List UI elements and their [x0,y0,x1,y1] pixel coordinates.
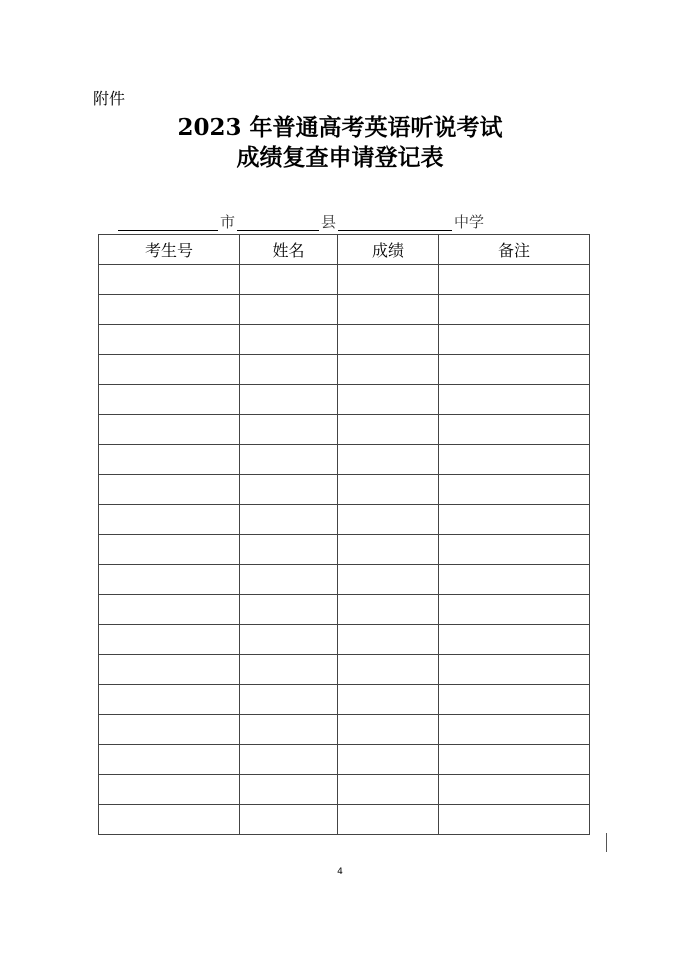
table-row [99,565,590,595]
exam-number-cell[interactable] [99,805,240,835]
score-cell[interactable] [338,355,439,385]
header-score: 成绩 [338,235,439,265]
score-cell[interactable] [338,625,439,655]
table-row [99,385,590,415]
table-row [99,775,590,805]
score-cell[interactable] [338,655,439,685]
exam-number-cell[interactable] [99,565,240,595]
score-cell[interactable] [338,595,439,625]
remarks-cell[interactable] [439,715,590,745]
name-cell[interactable] [240,715,338,745]
county-blank[interactable] [237,212,319,231]
score-cell[interactable] [338,325,439,355]
city-blank[interactable] [118,212,218,231]
table-row [99,295,590,325]
table-row [99,505,590,535]
name-cell[interactable] [240,385,338,415]
remarks-cell[interactable] [439,535,590,565]
score-cell[interactable] [338,295,439,325]
form-title-line-1: 2023 年普通高考英语听说考试 [177,114,503,141]
table-row [99,625,590,655]
name-cell[interactable] [240,475,338,505]
score-cell[interactable] [338,775,439,805]
score-cell[interactable] [338,685,439,715]
remarks-cell[interactable] [439,325,590,355]
header-remarks: 备注 [439,235,590,265]
review-table [98,234,590,835]
remarks-cell[interactable] [439,475,590,505]
score-cell[interactable] [338,535,439,565]
exam-number-cell[interactable] [99,445,240,475]
exam-number-cell[interactable] [99,355,240,385]
table-row [99,265,590,295]
table-row [99,655,590,685]
form-title-line-2: 成绩复查申请登记表 [236,144,444,171]
score-cell[interactable] [338,265,439,295]
remarks-cell[interactable] [439,565,590,595]
exam-number-cell[interactable] [99,685,240,715]
edge-mark [606,833,607,852]
exam-number-cell[interactable] [99,265,240,295]
exam-number-cell[interactable] [99,595,240,625]
name-cell[interactable] [240,685,338,715]
name-cell[interactable] [240,745,338,775]
exam-number-cell[interactable] [99,625,240,655]
score-cell[interactable] [338,715,439,745]
table-row [99,685,590,715]
remarks-cell[interactable] [439,445,590,475]
table-row [99,445,590,475]
table-row [99,805,590,835]
name-cell[interactable] [240,295,338,325]
exam-number-cell[interactable] [99,325,240,355]
score-cell[interactable] [338,385,439,415]
score-cell[interactable] [338,805,439,835]
table-body [99,265,590,835]
table-row [99,475,590,505]
table-row [99,535,590,565]
remarks-cell[interactable] [439,655,590,685]
name-cell[interactable] [240,625,338,655]
exam-number-cell[interactable] [99,745,240,775]
remarks-cell[interactable] [439,625,590,655]
location-line [118,209,486,231]
exam-number-cell[interactable] [99,475,240,505]
exam-number-cell[interactable] [99,385,240,415]
score-cell[interactable] [338,565,439,595]
city-label: 市 [220,213,236,231]
table-row [99,715,590,745]
remarks-cell[interactable] [439,745,590,775]
remarks-cell[interactable] [439,805,590,835]
remarks-cell[interactable] [439,385,590,415]
county-label: 县 [321,213,337,231]
score-cell[interactable] [338,505,439,535]
name-cell[interactable] [240,505,338,535]
exam-number-cell[interactable] [99,505,240,535]
school-label: 中学 [454,213,485,231]
name-cell[interactable] [240,325,338,355]
name-cell[interactable] [240,535,338,565]
name-cell[interactable] [240,565,338,595]
name-cell[interactable] [240,265,338,295]
remarks-cell[interactable] [439,595,590,625]
name-cell[interactable] [240,445,338,475]
exam-number-cell[interactable] [99,715,240,745]
remarks-cell[interactable] [439,265,590,295]
exam-number-cell[interactable] [99,655,240,685]
name-cell[interactable] [240,355,338,385]
name-cell[interactable] [240,595,338,625]
exam-number-cell[interactable] [99,295,240,325]
name-cell[interactable] [240,775,338,805]
header-name: 姓名 [240,235,338,265]
table-row [99,325,590,355]
remarks-cell[interactable] [439,295,590,325]
score-cell[interactable] [338,475,439,505]
score-cell[interactable] [338,445,439,475]
table-row [99,415,590,445]
remarks-cell[interactable] [439,775,590,805]
exam-number-cell[interactable] [99,535,240,565]
attachment-label: 附件 [93,89,126,108]
remarks-cell[interactable] [439,505,590,535]
page-number: 4 [337,867,343,877]
remarks-cell[interactable] [439,415,590,445]
remarks-cell[interactable] [439,685,590,715]
header-exam-number: 考生号 [99,235,240,265]
name-cell[interactable] [240,655,338,685]
name-cell[interactable] [240,415,338,445]
table-header-row [99,235,590,265]
exam-number-cell[interactable] [99,775,240,805]
table-row [99,745,590,775]
table-row [99,595,590,625]
remarks-cell[interactable] [439,355,590,385]
table-row [99,355,590,385]
exam-number-cell[interactable] [99,415,240,445]
score-cell[interactable] [338,745,439,775]
score-cell[interactable] [338,415,439,445]
school-blank[interactable] [338,212,452,231]
name-cell[interactable] [240,805,338,835]
